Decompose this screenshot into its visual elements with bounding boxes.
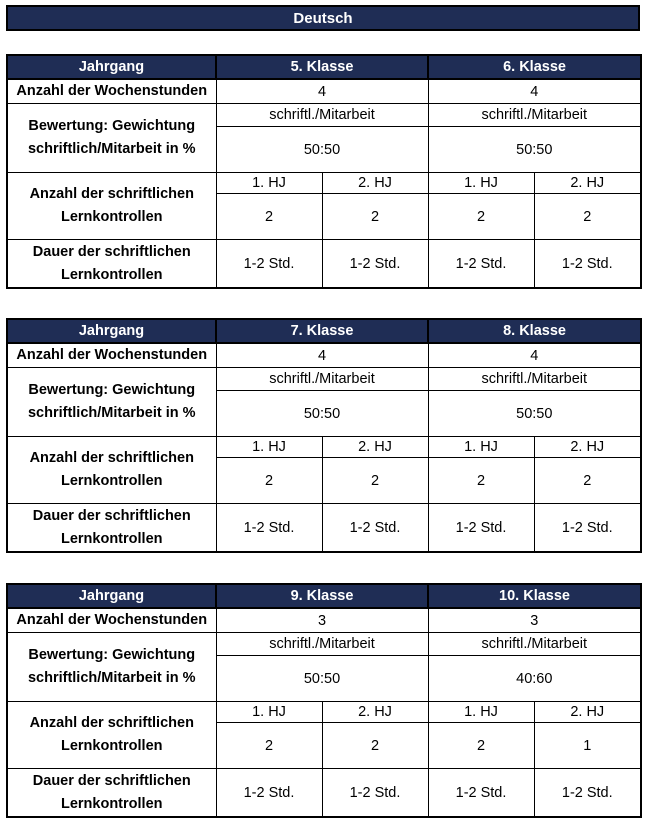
dauer-value: 1-2 Std. bbox=[216, 504, 322, 553]
wochenstunden-row bbox=[7, 343, 641, 368]
header-row bbox=[7, 319, 641, 343]
wochenstunden-value: 4 bbox=[216, 343, 428, 368]
class-header: 8. Klasse bbox=[428, 319, 641, 343]
anzahl-value: 2 bbox=[428, 194, 534, 240]
dauer-label-line2: Lernkontrollen bbox=[60, 266, 163, 283]
dauer-label-line1: Dauer der schriftlichen bbox=[32, 243, 191, 260]
hj2-header: 2. HJ bbox=[534, 702, 641, 723]
bewertung-label-line1: Bewertung: Gewichtung bbox=[28, 382, 196, 398]
dauer-label-line2: Lernkontrollen bbox=[60, 530, 163, 547]
dauer-value: 1-2 Std. bbox=[428, 240, 534, 289]
hj1-header: 1. HJ bbox=[216, 702, 322, 723]
bewertung-subheader: schriftl./Mitarbeit bbox=[428, 104, 641, 127]
wochenstunden-value: 3 bbox=[216, 608, 428, 633]
dauer-value: 1-2 Std. bbox=[216, 240, 322, 289]
dauer-row bbox=[7, 504, 641, 553]
dauer-value: 1-2 Std. bbox=[428, 504, 534, 553]
grade-table-3 bbox=[6, 583, 642, 818]
jahrgang-header: Jahrgang bbox=[7, 584, 216, 608]
gewichtung-value: 50:50 bbox=[428, 127, 641, 173]
hj1-header: 1. HJ bbox=[428, 173, 534, 194]
header-row bbox=[7, 55, 641, 79]
wochenstunden-label: Anzahl der Wochenstunden bbox=[7, 343, 216, 368]
bewertung-subheader: schriftl./Mitarbeit bbox=[216, 633, 428, 656]
dauer-value: 1-2 Std. bbox=[322, 769, 428, 818]
anzahl-value: 2 bbox=[322, 723, 428, 769]
anzahl-label-line1: Anzahl der schriftlichen bbox=[29, 450, 194, 466]
bewertung-subheader: schriftl./Mitarbeit bbox=[428, 368, 641, 391]
anzahl-value: 2 bbox=[428, 458, 534, 504]
anzahl-value: 2 bbox=[216, 194, 322, 240]
dauer-label bbox=[7, 769, 216, 818]
dauer-row bbox=[7, 769, 641, 818]
dauer-value: 1-2 Std. bbox=[322, 504, 428, 553]
dauer-label-line1: Dauer der schriftlichen bbox=[32, 507, 191, 524]
anzahl-value: 2 bbox=[428, 723, 534, 769]
hj1-header: 1. HJ bbox=[428, 437, 534, 458]
bewertung-row bbox=[7, 368, 641, 391]
bewertung-label-line2: schriftlich/Mitarbeit in % bbox=[27, 670, 196, 686]
dauer-label-line1: Dauer der schriftlichen bbox=[32, 772, 191, 789]
bewertung-label-line2: schriftlich/Mitarbeit in % bbox=[27, 141, 196, 157]
class-header: 6. Klasse bbox=[428, 55, 641, 79]
wochenstunden-value: 4 bbox=[428, 79, 641, 104]
bewertung-label bbox=[7, 633, 216, 702]
grade-table-2 bbox=[6, 318, 642, 553]
grade-table-1 bbox=[6, 54, 642, 289]
hj2-header: 2. HJ bbox=[322, 702, 428, 723]
anzahl-value: 2 bbox=[534, 458, 641, 504]
anzahl-label bbox=[7, 702, 216, 769]
dauer-value: 1-2 Std. bbox=[534, 504, 641, 553]
hj1-header: 1. HJ bbox=[428, 702, 534, 723]
anzahl-label-line2: Lernkontrollen bbox=[60, 209, 163, 225]
bewertung-label-line1: Bewertung: Gewichtung bbox=[28, 118, 196, 134]
gewichtung-value: 50:50 bbox=[216, 391, 428, 437]
jahrgang-header: Jahrgang bbox=[7, 55, 216, 79]
wochenstunden-label: Anzahl der Wochenstunden bbox=[7, 79, 216, 104]
dauer-value: 1-2 Std. bbox=[216, 769, 322, 818]
halbjahr-header-row bbox=[7, 702, 641, 723]
jahrgang-header: Jahrgang bbox=[7, 319, 216, 343]
halbjahr-header-row bbox=[7, 173, 641, 194]
hj2-header: 2. HJ bbox=[322, 173, 428, 194]
wochenstunden-value: 3 bbox=[428, 608, 641, 633]
bewertung-row bbox=[7, 104, 641, 127]
class-header: 5. Klasse bbox=[216, 55, 428, 79]
anzahl-value: 2 bbox=[322, 458, 428, 504]
bewertung-label-line2: schriftlich/Mitarbeit in % bbox=[27, 405, 196, 421]
dauer-value: 1-2 Std. bbox=[534, 769, 641, 818]
anzahl-value: 2 bbox=[534, 194, 641, 240]
anzahl-label-line2: Lernkontrollen bbox=[60, 738, 163, 754]
bewertung-subheader: schriftl./Mitarbeit bbox=[216, 104, 428, 127]
hj2-header: 2. HJ bbox=[534, 437, 641, 458]
bewertung-label bbox=[7, 104, 216, 173]
header-row bbox=[7, 584, 641, 608]
anzahl-label-line2: Lernkontrollen bbox=[60, 473, 163, 489]
anzahl-value: 2 bbox=[216, 723, 322, 769]
bewertung-subheader: schriftl./Mitarbeit bbox=[428, 633, 641, 656]
gewichtung-value: 50:50 bbox=[216, 656, 428, 702]
anzahl-value: 1 bbox=[534, 723, 641, 769]
wochenstunden-row bbox=[7, 608, 641, 633]
dauer-value: 1-2 Std. bbox=[322, 240, 428, 289]
subject-title: Deutsch bbox=[6, 5, 640, 31]
wochenstunden-row bbox=[7, 79, 641, 104]
class-header: 9. Klasse bbox=[216, 584, 428, 608]
dauer-label-line2: Lernkontrollen bbox=[60, 795, 163, 812]
wochenstunden-value: 4 bbox=[428, 343, 641, 368]
class-header: 10. Klasse bbox=[428, 584, 641, 608]
bewertung-row bbox=[7, 633, 641, 656]
hj2-header: 2. HJ bbox=[322, 437, 428, 458]
anzahl-label-line1: Anzahl der schriftlichen bbox=[29, 715, 194, 731]
anzahl-value: 2 bbox=[216, 458, 322, 504]
bewertung-subheader: schriftl./Mitarbeit bbox=[216, 368, 428, 391]
bewertung-label bbox=[7, 368, 216, 437]
class-header: 7. Klasse bbox=[216, 319, 428, 343]
bewertung-label-line1: Bewertung: Gewichtung bbox=[28, 647, 196, 663]
anzahl-label bbox=[7, 173, 216, 240]
anzahl-label-line1: Anzahl der schriftlichen bbox=[29, 186, 194, 202]
hj1-header: 1. HJ bbox=[216, 173, 322, 194]
hj1-header: 1. HJ bbox=[216, 437, 322, 458]
dauer-row bbox=[7, 240, 641, 289]
wochenstunden-value: 4 bbox=[216, 79, 428, 104]
gewichtung-value: 50:50 bbox=[428, 391, 641, 437]
anzahl-label bbox=[7, 437, 216, 504]
wochenstunden-label: Anzahl der Wochenstunden bbox=[7, 608, 216, 633]
dauer-label bbox=[7, 240, 216, 289]
gewichtung-value: 50:50 bbox=[216, 127, 428, 173]
hj2-header: 2. HJ bbox=[534, 173, 641, 194]
anzahl-value: 2 bbox=[322, 194, 428, 240]
halbjahr-header-row bbox=[7, 437, 641, 458]
dauer-value: 1-2 Std. bbox=[534, 240, 641, 289]
dauer-value: 1-2 Std. bbox=[428, 769, 534, 818]
dauer-label bbox=[7, 504, 216, 553]
gewichtung-value: 40:60 bbox=[428, 656, 641, 702]
